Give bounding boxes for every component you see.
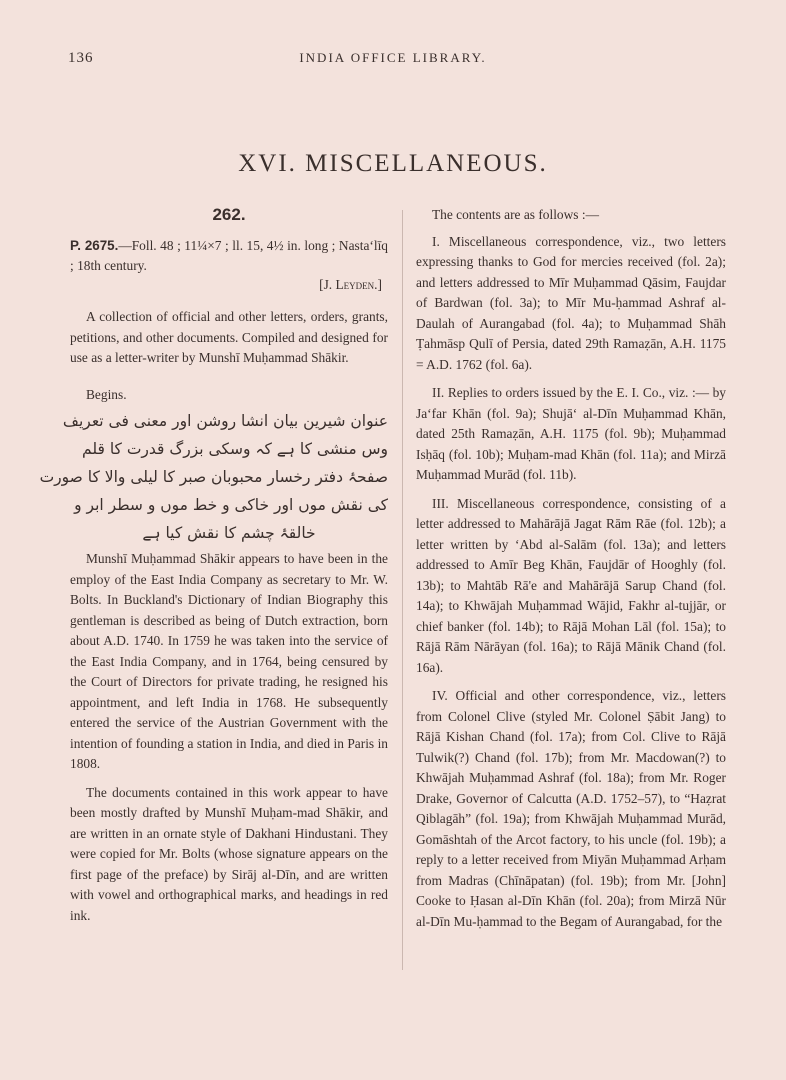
- contents-item-1: I. Miscellaneous correspondence, viz., two letters expressing thanks to God for mercies received (fol. 2a); and letters addressed to Mīr Muḥammad Qāsim, Faujdar of Bardwan (fol. 3a); to Mīr Mu-ḥammad Ashraf al-Daulah of Aurangabad (fol. 4a); to Muḥammad Shāh Ṭahmāsp Qulī of Persia, dated 29th Ramaẓān, A.H. 1175 = A.D. 1762 (fol. 6a).: [416, 233, 726, 372]
- urdu-line: وس منشی کا ہے کہ وسکی بزرگ قدرت کا قلم: [82, 440, 388, 458]
- urdu-line: صفحۂ دفتر رخسار محبوبان صبر کا لیلی والا کا صورت: [39, 468, 388, 486]
- section-title: XVI. MISCELLANEOUS.: [238, 150, 548, 177]
- contents-item-4: IV. Official and other correspondence, viz., letters from Colonel Clive (styled Mr. Colonel Ṣābit Jang) to Rājā Kishan Chand (fol. 17a); from Col. Clive to Rājā Tulwik(?) Chand (fol. 17b); from Mr. Macdowan(?) to Khwājah Muḥammad Ashraf (fol. 18a); from Mr. Roger Drake, Governor of Calcutta (A.D. 1752–57), to “Haẓrat Qiblagāh” (fol. 19a); from Khwājah Muḥammad Murād, Gomāshtah of the Arcot factory, to his uncle (fol. 19b); a reply to a letter received from Miyān Muḥammad Arḥam from Madras (Chīnāpatan) (fol. 19b); from Mr. [John] Cooke to Ḥasan al-Dīn Khān (fol. 20a); from Mirzā Nūr al-Dīn Mu-ḥammad to the Begam of Aurangabad, for the: [416, 688, 726, 929]
- running-head: [0, 50, 786, 70]
- description-paragraph: A collection of official and other letters, orders, grants, petitions, and other documents. Compiled and designed for use as a letter-writer by Munshī Muḥammad Shākir.: [70, 309, 388, 365]
- urdu-line: کی نقش موں اور خاکی و خط موں و سطر ابر و: [74, 496, 388, 514]
- running-title: INDIA OFFICE LIBRARY.: [299, 50, 487, 65]
- shelfmark-line: [70, 236, 388, 277]
- column-divider: [402, 210, 403, 970]
- contents-intro: The contents are as follows :—: [432, 207, 599, 222]
- contents-item-2: II. Replies to orders issued by the E. I. Co., viz. :— by Ja‘far Khān (fol. 9a); Shujā‘ al-Dīn Muḥammad Khān, dated 25th Ramaẓān, A.H. 1175 (fol. 9b); Muḥammad Isḥāq (fol. 10b); Muḥam-mad Khān (fol. 11a); and Mirzā Muḥammad Murād (fol. 11b).: [416, 385, 726, 482]
- right-column: [416, 205, 726, 932]
- begins-label: Begins.: [86, 386, 127, 402]
- urdu-line: عنوان شیرین بیان انشا روشن اور معنی فی تعریف: [62, 412, 388, 430]
- urdu-incipit: [39, 407, 388, 547]
- physical-description: —Foll. 48 ; 11¼×7 ; ll. 15, 4½ in. long ; Nasta‘līq ; 18th century.: [70, 237, 388, 273]
- entry-number: 262.: [212, 205, 246, 224]
- page-number: 136: [68, 50, 94, 66]
- provenance: [J. Leyden.]: [319, 276, 382, 292]
- urdu-line: خالقۂ چشم کا نقش کیا ہے: [142, 524, 316, 542]
- documents-paragraph: The documents contained in this work appear to have been mostly drafted by Munshī Muḥam-mad Shākir, and are written in an ornate style of Dakhani Hindustani. They were copied for Mr. Bolts (whose signature appears on the first page of the preface) by Sirāj al-Dīn, and are written with vowel and orthographical marks, and headings in red ink.: [70, 784, 388, 923]
- left-column: [39, 205, 388, 926]
- munshi-paragraph: Munshī Muḥammad Shākir appears to have been in the employ of the East India Company as secretary to Mr. W. Bolts. In Buckland's Dictionary of Indian Biography this gentleman is described as being of Dutch extraction, born about A.D. 1740. In 1759 he was taken into the service of the East India Company, and in 1764, being censured by the Court of Directors for private trading, he resigned his appointment, and left India in 1768. He subsequently entered the service of the Austrian Government with the intention of founding a station in India, and died in Paris in 1808.: [70, 551, 388, 771]
- contents-item-3: III. Miscellaneous correspondence, consisting of a letter addressed to Mahārājā Jagat Rām Rāe (fol. 12b); a letter written by ‘Abd al-Salām (fol. 13a); and letters addressed to Amīr Beg Khān, Faujdār of Hooghly (fol. 13b); to Mahtāb Rā'e and Mahārājā Sarup Chand (fol. 14a); to Khwājah Muḥammad Wājid, Fakhr al-tujjār, or chief banker (fol. 14b); to Rājā Mohan Lāl (fol. 15a); to Rājā Rām Nārāyan (fol. 16a); to Rājā Mānik Chand (fol. 16a).: [416, 495, 726, 675]
- shelfmark: P. 2675.: [70, 237, 119, 253]
